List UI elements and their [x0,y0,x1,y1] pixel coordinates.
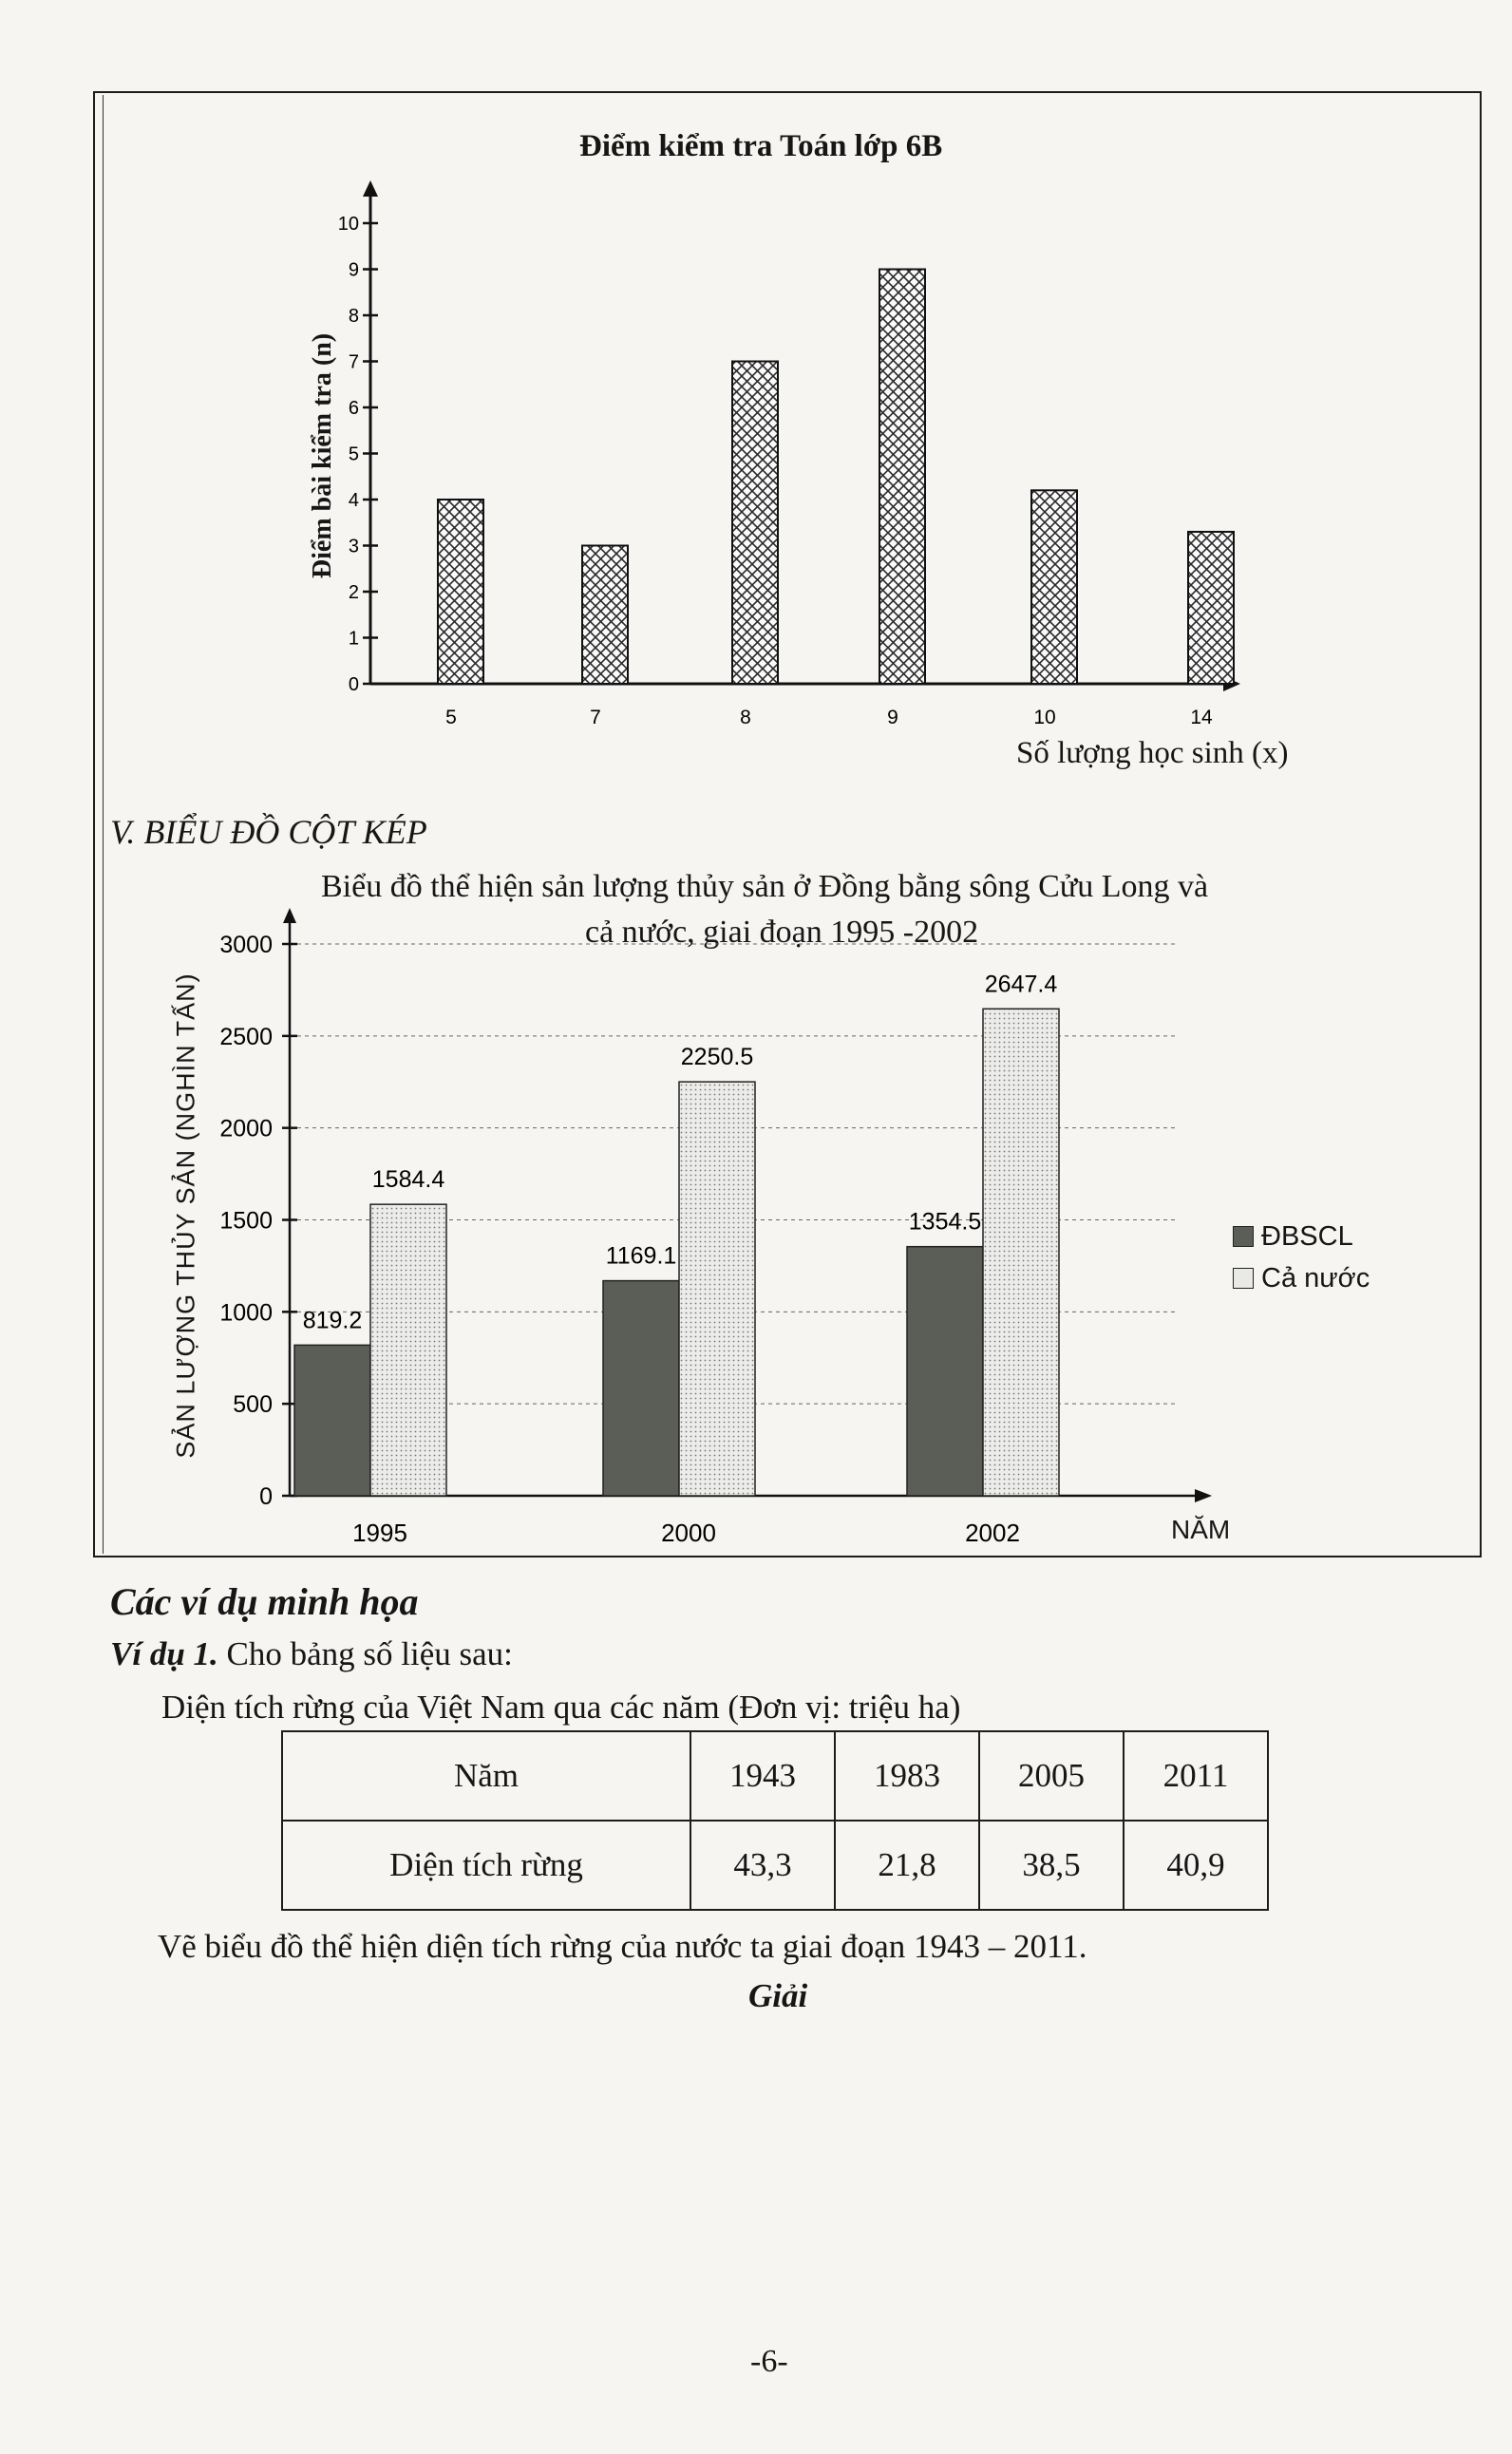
table-row [282,1821,1268,1910]
chart2-y-arrow [283,908,296,923]
chart1-x-tick-label: 8 [740,707,751,728]
chart2-y-tick-label: 1500 [219,1207,273,1235]
table-cell: Năm [282,1731,690,1821]
chart1-bar [582,546,628,685]
chart1-y-tick-label: 3 [348,536,359,557]
chart2-bar [907,1247,983,1496]
chart2-y-tick-label: 500 [233,1391,273,1419]
chart1-bar [1031,490,1077,684]
legend-label-dbscl: ĐBSCL [1261,1220,1353,1252]
chart2-y-axis-label: SẢN LƯỢNG THỦY SẢN (NGHÌN TẤN) [171,972,200,1459]
table-header-row [282,1731,1268,1821]
table-cell: Diện tích rừng [282,1821,690,1910]
table-cell: 43,3 [690,1821,835,1910]
chart2-bar [294,1345,370,1496]
chart1-bar [879,270,925,685]
chart2-x-arrow [1195,1489,1212,1502]
chart1-x-tick-label: 10 [1033,707,1056,728]
solution-label: Giải [748,1977,808,2014]
chart1-y-tick-label: 5 [348,444,359,465]
table-cell: 1943 [690,1731,835,1821]
table-cell: 1983 [835,1731,979,1821]
chart2-y-tick-label: 2000 [219,1115,273,1142]
chart1-y-tick-label: 4 [348,490,359,511]
table-cell: 21,8 [835,1821,979,1910]
chart1-y-tick-label: 1 [348,628,359,650]
chart1-bar [1188,532,1234,684]
chart2-title-line2: cả nước, giai đoạn 1995 -2002 [585,915,979,950]
chart1-y-arrow [363,180,378,197]
chart2-y-tick-label: 3000 [219,932,273,958]
chart1-bar [438,500,483,684]
chart2-x-tick-label: 1995 [352,1519,407,1547]
chart2-data-label: 1354.5 [908,1208,982,1236]
chart2-bar [983,1009,1059,1496]
chart2-data-label: 2647.4 [984,971,1058,998]
chart2-data-label: 1169.1 [605,1242,677,1270]
chart1-y-tick-label: 0 [348,674,359,695]
chart1-x-tick-label: 9 [887,707,898,728]
chart2-x-tick-label: 2002 [965,1519,1020,1547]
examples-heading: Các ví dụ minh họa [110,1580,419,1623]
chart1-x-tick-label: 7 [590,707,601,728]
section-heading: V. BIỂU ĐỒ CỘT KÉP [110,813,427,851]
table-cell: 38,5 [979,1821,1124,1910]
chart2-y-tick-label: 0 [259,1483,273,1510]
chart1-y-axis-label: Điểm bài kiểm tra (n) [308,332,337,579]
chart2-data-label: 819.2 [302,1307,363,1334]
chart2-plot [0,855,1512,1557]
chart1-y-tick-label: 8 [348,306,359,327]
chart2-bar [679,1082,755,1496]
chart1-title: Điểm kiểm tra Toán lớp 6B [579,129,943,163]
chart2-title-line1: Biểu đồ thể hiện sản lượng thủy sản ở Đồng bằng sông Cửu Long và [321,869,1209,904]
table-cell: 40,9 [1124,1821,1268,1910]
page-number: -6- [750,2344,788,2379]
example-instruction: Vẽ biểu đồ thể hiện diện tích rừng của nước ta giai đoạn 1943 – 2011. [158,1928,1087,1965]
chart1-x-axis-label: Số lượng học sinh (x) [1016,736,1289,770]
example-1 [110,1635,513,1673]
table-cell: 2005 [979,1731,1124,1821]
chart2-data-label: 2250.5 [680,1044,754,1071]
chart1-y-tick-label: 9 [348,259,359,281]
table-caption: Diện tích rừng của Việt Nam qua các năm (Đơn vị: triệu ha) [161,1689,961,1726]
chart1-y-tick-label: 10 [337,214,359,235]
chart2-x-tick-label: 2000 [661,1519,716,1547]
chart1-y-tick-label: 2 [348,582,359,603]
table-cell: 2011 [1124,1731,1268,1821]
chart2-data-label: 1584.4 [371,1166,445,1194]
chart1-y-tick-label: 6 [348,398,359,419]
chart1-y-tick-label: 7 [348,351,359,373]
chart2-y-tick-label: 2500 [219,1023,273,1050]
chart1-x-tick-label: 5 [445,707,457,728]
chart2-y-tick-label: 1000 [219,1299,273,1327]
chart1-bar [732,362,778,685]
example-1-label: Ví dụ 1. [110,1635,218,1672]
chart1-plot [0,0,1512,807]
example-1-text: Cho bảng số liệu sau: [217,1635,513,1672]
legend-label-ca-nuoc: Cả nước [1261,1262,1370,1293]
chart2-bar [603,1281,679,1496]
chart2-x-axis-label: NĂM [1171,1515,1231,1544]
chart2-bar [370,1204,446,1496]
chart1-x-tick-label: 14 [1190,707,1213,728]
forest-area-table [281,1730,1269,1911]
